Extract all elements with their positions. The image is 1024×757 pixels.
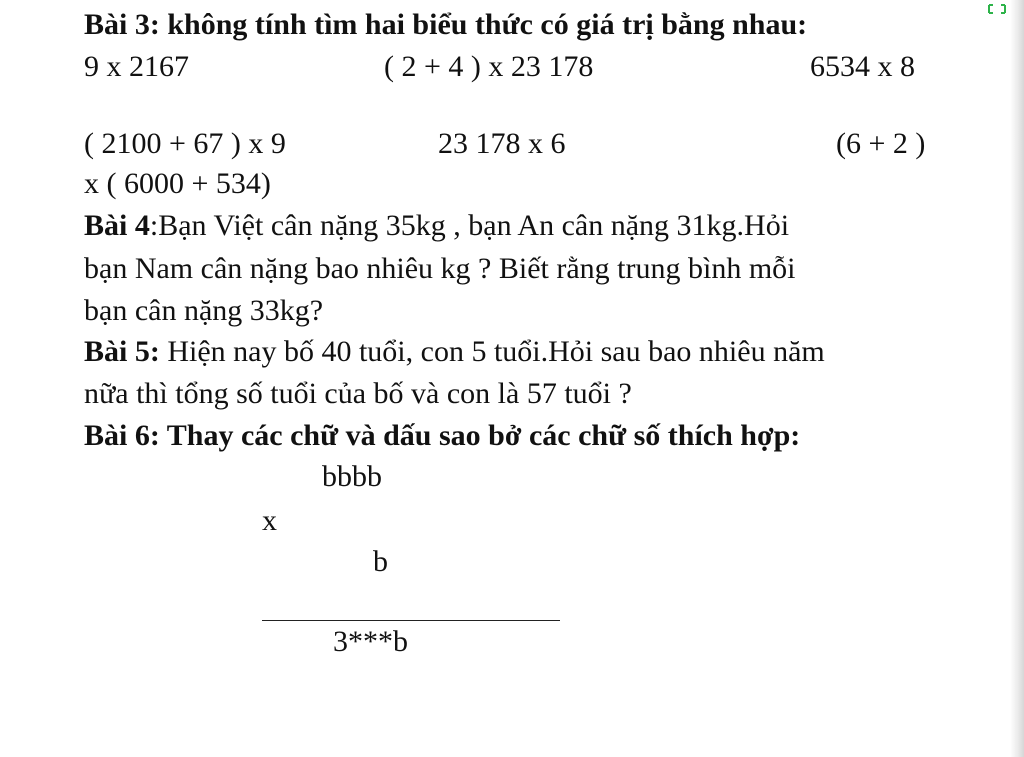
bai6-result-rule: [262, 620, 560, 621]
bai6-operator: x: [262, 504, 277, 537]
bai3-expression: 9 x 2167: [84, 50, 189, 83]
bai3-expression: ( 2 + 4 ) x 23 178: [384, 50, 594, 83]
bai6-result: 3***b: [333, 625, 408, 658]
bai5-line: [84, 333, 825, 371]
bai4-line: bạn Nam cân nặng bao nhiêu kg ? Biết rằng trung bình mỗi: [84, 252, 796, 285]
page-edge-shadow: [1010, 0, 1024, 757]
bai5-line: nữa thì tổng số tuổi của bố và con là 57 tuổi ?: [84, 377, 632, 410]
bai6-title: Bài 6: Thay các chữ và dấu sao bở các chữ số thích hợp:: [84, 419, 801, 452]
bai4-line: [84, 207, 789, 245]
bai4-label: Bài 4: [84, 209, 150, 242]
bai4-text: :Bạn Việt cân nặng 35kg , bạn An cân nặng 31kg.Hỏi: [149, 209, 790, 242]
bai3-expression: 23 178 x 6: [438, 127, 566, 160]
bai6-multiplier: b: [373, 545, 388, 578]
bai3-expression: (6 + 2 ): [836, 127, 926, 160]
bai5-text: Hiện nay bố 40 tuổi, con 5 tuổi.Hỏi sau bao nhiêu năm: [159, 335, 825, 368]
bai6-multiplicand: bbbb: [322, 460, 382, 493]
bai4-line: bạn cân nặng 33kg?: [84, 294, 324, 327]
expand-corners-icon[interactable]: [988, 4, 1006, 14]
bai3-expression: 6534 x 8: [810, 50, 915, 83]
bai3-expression: ( 2100 + 67 ) x 9: [84, 127, 286, 160]
bai3-title: Bài 3: không tính tìm hai biểu thức có giá trị bằng nhau:: [84, 8, 808, 41]
bai5-label: Bài 5:: [84, 335, 160, 368]
bai3-expression: x ( 6000 + 534): [84, 167, 271, 200]
